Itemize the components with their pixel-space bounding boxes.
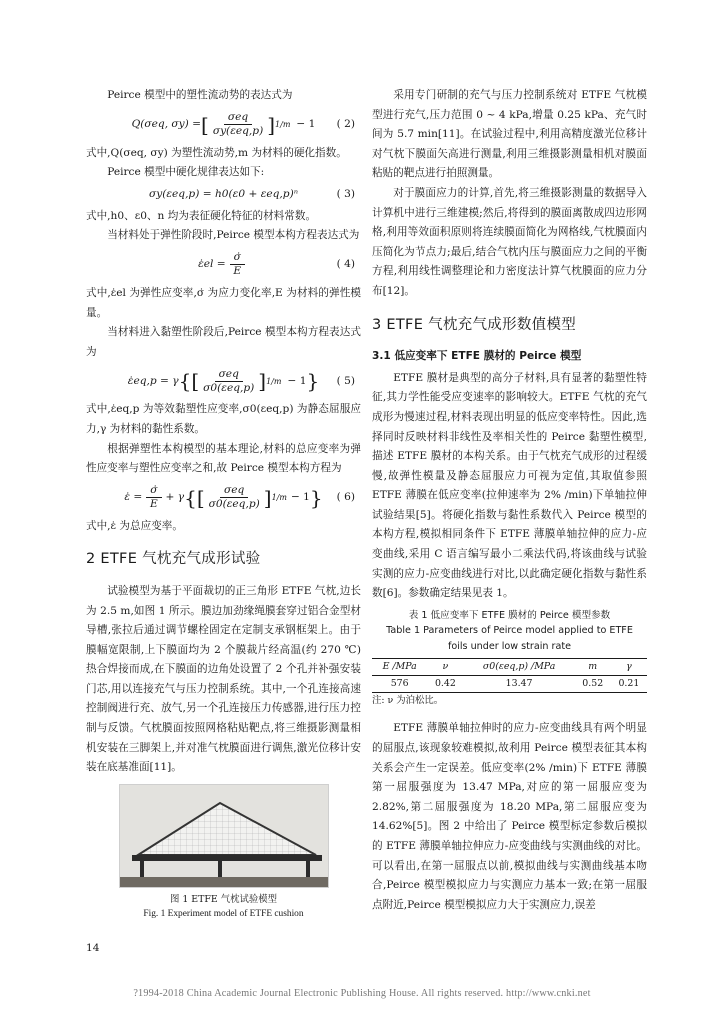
equation-fraction (213, 111, 263, 138)
figure-caption-cn: 图 1 ETFE 气枕试验模型 (170, 893, 277, 905)
paragraph: ETFE 薄膜单轴拉伸时的应力-应变曲线具有两个明显的屈服点,该现象较难模拟,故利用 Peirce 模型表征其本构关系会产生一定误差。低应变率(2% /min)下 ETFE 薄膜第一屈服强度为 13.47 MPa,对应的第一屈服应变为 2.82%,第二屈服强度为 18.20 MPa,第二屈服应变为 14.62%[5]。图 2 中给出了 Peirce 模型标定参数后模拟的 ETFE 薄膜单轴拉伸应力-应变曲线与实测曲线的对比。可以看出,在第一屈服点以前,模拟曲线与实测曲线基本吻合,Peirce 模型模拟应力与实测应力基本一致;在第一屈服点附近,Peirce 模型模拟应力大于实测应力,误差 (372, 722, 647, 911)
table-1 (372, 608, 647, 710)
equation-fraction (146, 484, 161, 511)
table-header: m (575, 659, 611, 676)
subsection-heading: 3.1 低应变率下 ETFE 膜材的 Peirce 模型 (372, 350, 582, 363)
copyright-footer: ?1994-2018 China Academic Journal Electronic Publishing House. All rights reserved. http://www.cnki.net (133, 988, 591, 999)
equation-6: ε̇ = $\frac{\sigmȧ}{E}$ + γ {[ $\frac{\text{σeq}}{\text{σ0(εeq,p)}}$ ] 1/m − 1 } ( 6) (124, 484, 355, 511)
equation-fraction (209, 484, 260, 511)
equation-text: σy(εeq,p) = h0(ε0 + εeq,p)ⁿ (148, 187, 299, 200)
equation-fraction (230, 251, 245, 278)
paragraph: 根据弹塑性本构模型的基本理论,材料的总应变率为弹性应变率与塑性应变率之和,故 Peirce 模型本构方程为 (86, 442, 361, 475)
table-cell: 576 (372, 676, 427, 693)
paragraph: 当材料处于弹性阶段时,Peirce 模型本构方程表达式为 (107, 229, 360, 242)
table-header-row (372, 659, 647, 676)
paragraph: 当材料进入黏塑性阶段后,Peirce 模型本构方程表达式为 (86, 326, 361, 358)
figure-1 (86, 784, 361, 922)
section-heading: 2 ETFE 气枕充气成形试验 (86, 551, 261, 568)
table-caption-en: foils under low strain rate (447, 640, 572, 652)
equation-number: ( 2) (336, 117, 355, 130)
right-column (372, 86, 647, 915)
left-column (86, 86, 361, 922)
fraction-numerator: σeq (220, 484, 248, 498)
cushion-illustration (120, 785, 329, 888)
equation-mid: + γ (165, 490, 185, 503)
equation-5: ε̇eq,p = γ {[ $\frac{\text{σeq}}{\text{σ0(εeq,p)}}$ ] 1/m − 1 } ( 5) (127, 367, 355, 394)
paragraph: 采用专门研制的充气与压力控制系统对 ETFE 气枕模型进行充气,压力范围 0 ~ 4 kPa,增量 0.25 kPa、充气时间为 5.7 min[11]。在试验过程中,利用高精度激光位移计对气枕下膜面矢高进行测量,利用三维摄影测量相机对膜面粘贴的靶点进行拍照测量。 (372, 89, 647, 180)
fraction-denominator: E (233, 265, 242, 278)
table-caption-en: Table 1 Parameters of Peirce model applied to ETFE (386, 625, 633, 637)
equation-lhs: ε̇el = (198, 258, 226, 271)
fraction-numerator: σ̇ (230, 251, 245, 265)
equation-lhs: ε̇eq,p = γ (127, 374, 179, 387)
equation-exponent: 1/m (275, 119, 291, 129)
equation-number: ( 4) (336, 258, 355, 271)
equation-lhs: ε̇ = (124, 490, 143, 503)
paragraph: 式中,ε̇eq,p 为等效黏塑性应变率,σ0(εeq,p) 为静态屈服应力,γ 为材料的黏性系数。 (86, 403, 361, 435)
fraction-numerator: σeq (224, 111, 252, 125)
fraction-numerator: σ̇ (146, 484, 161, 498)
parameter-table (372, 658, 647, 693)
table-cell: 0.42 (427, 676, 463, 693)
paragraph: Peirce 模型中硬化规律表达如下: (107, 166, 265, 179)
paragraph: 对于膜面应力的计算,首先,将三维摄影测量的数据导入计算机中进行三维建模;然后,将得到的膜面离散成四边形网格,利用等效面积原则将连续膜面简化为网格线,气枕膜面内压简化为节点力;最后,结合气枕内压与膜面应力之间的平衡方程,利用线性调整理论和力密度法计算气枕膜面的应力分布[12]。 (372, 186, 647, 297)
figure-caption-en: Fig. 1 Experiment model of ETFE cushion (143, 908, 304, 919)
page-number: 14 (86, 942, 100, 954)
equation-lhs: Q(σeq, σy) = (131, 117, 202, 130)
equation-number: ( 5) (336, 374, 355, 387)
section-heading: 3 ETFE 气枕充气成形数值模型 (372, 316, 577, 333)
equation-exponent: 1/m (266, 376, 282, 386)
fraction-denominator: σ0(εeq,p) (203, 381, 255, 394)
table-cell: 0.52 (575, 676, 611, 693)
paragraph: 式中,h0、ε0、n 均为表征硬化特征的材料常数。 (86, 209, 317, 222)
equation-number: ( 3) (336, 187, 355, 200)
paragraph: 试验模型为基于平面裁切的正三角形 ETFE 气枕,边长为 2.5 m,如图 1 所示。膜边加劲缘绳膜套穿过铝合金型材导槽,张拉后通过调节螺栓固定在定制支承钢框架上。由于膜幅宽限制,上下膜面均为 2 个膜裁片经高温(约 270 ℃)热合焊接而成,在下膜面的边角处设置了 2 个孔并补强安装门芯,用以连接充气与压力控制系统。其中,一个孔连接高速控制阀进行充、放气,另一个孔连接压力传感器,进行压力控制与反馈。气枕膜面按照网格粘贴靶点,将三维摄影测量相机安装在三脚架上,并对准气枕膜面进行调焦,激光位移计安装在底基准面[11]。 (86, 584, 361, 774)
fraction-denominator: E (150, 498, 158, 511)
table-caption-cn: 表 1 低应变率下 ETFE 膜材的 Peirce 模型参数 (408, 609, 611, 621)
paragraph: ETFE 膜材是典型的高分子材料,具有显著的黏塑性特征,其力学性能受应变速率的影响较大。ETFE 气枕的充气成形为慢速过程,材料表现出明显的低应变率特性。因此,选择同时反映材料非线性及率相关性的 Peirce 黏塑性模型,描述 ETFE 膜材的本构关系。由于气枕充气成形的过程缓慢,故弹性模量及静态屈服应力可视为定值,其取值参照 ETFE 薄膜在低应变率(拉伸速率为 2% /min)下单轴拉伸试验结果[5]。将硬化指数与黏性系数代入 Peirce 模型的本构方程,模拟相同条件下 ETFE 薄膜单轴拉伸的应力-应变曲线,采用 C 语言编写最小二乘法代码,将该曲线与试验实测的应力-应变曲线进行对比,以此确定硬化指数与黏性系数[6]。参数确定结果见表 1。 (372, 371, 647, 600)
paragraph: 式中,ε̇ 为总应变率。 (86, 519, 183, 532)
paragraph: Peirce 模型中的塑性流动势的表达式为 (107, 89, 293, 101)
equation-fraction (203, 368, 254, 395)
equation-tail: − 1 (290, 490, 310, 503)
table-note: 注: ν 为泊松比。 (372, 695, 444, 707)
equation-exponent: 1/m (271, 492, 287, 502)
fraction-denominator: σy(εeq,p) (212, 125, 264, 138)
table-row (372, 676, 647, 693)
table-header: E /MPa (372, 659, 427, 676)
paragraph: 式中,Q(σeq, σy) 为塑性流动势,m 为材料的硬化指数。 (86, 146, 347, 159)
equation-3 (86, 183, 361, 207)
table-header: ν (427, 659, 463, 676)
paragraph: 式中,ε̇el 为弹性应变率,σ̇ 为应力变化率,E 为材料的弹性模量。 (86, 286, 361, 319)
table-header: γ (611, 659, 647, 676)
table-cell: 13.47 (463, 676, 574, 693)
equation-tail: − 1 (287, 374, 307, 387)
equation-tail: − 1 (296, 117, 316, 130)
table-header: σ0(εeq,p) /MPa (463, 659, 574, 676)
equation-2: Q(σeq, σy) = [ $\frac{\text{σeq}}{\text{σy(εeq,p)}}$ ] 1/m − 1 ( 2) (131, 111, 355, 138)
fraction-numerator: σeq (215, 368, 243, 382)
cushion-photo (119, 784, 329, 888)
equation-number: ( 6) (336, 490, 355, 503)
fraction-denominator: σ0(εeq,p) (208, 498, 260, 511)
table-cell: 0.21 (611, 676, 647, 693)
equation-4 (86, 246, 361, 284)
